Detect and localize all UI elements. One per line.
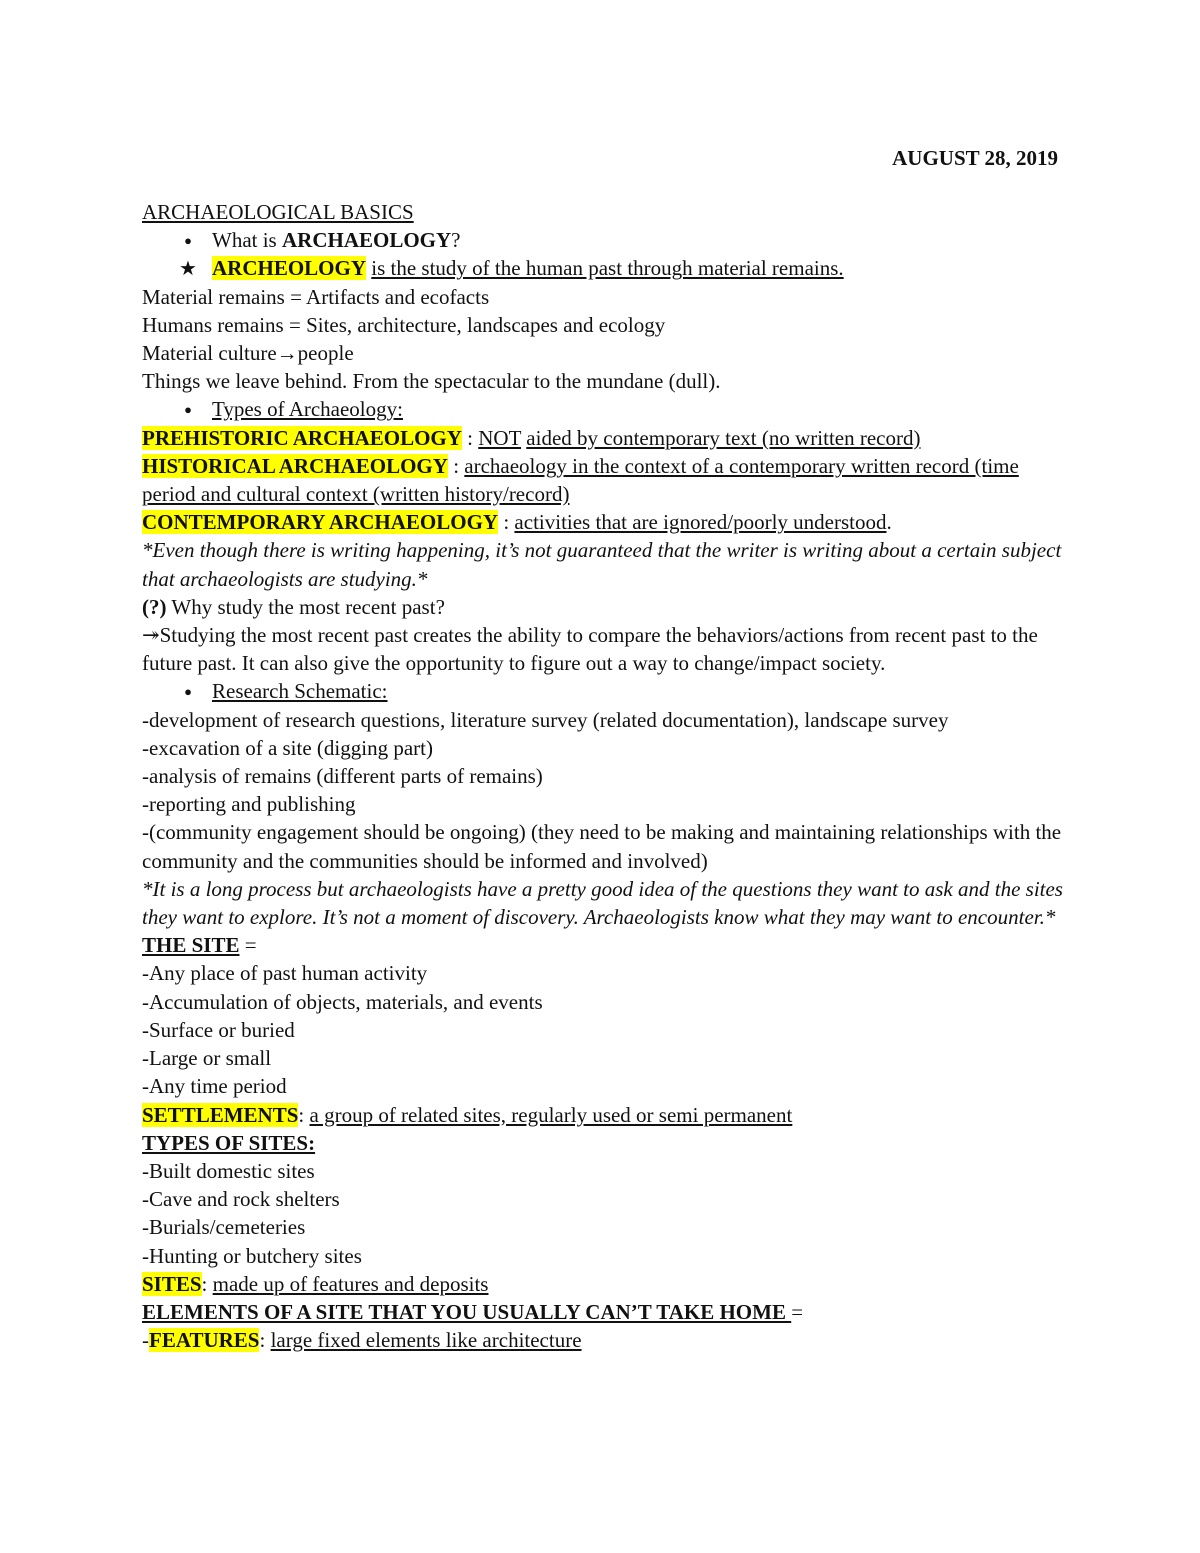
star-definition: ★ ARCHEOLOGY is the study of the human past through material remains. (142, 254, 1072, 282)
highlight-term: SETTLEMENTS (142, 1102, 299, 1127)
bullet-types: ● Types of Archaeology: (142, 395, 1072, 423)
type-historical: HISTORICAL ARCHAEOLOGY : archaeology in the context of a contemporary written record (time period and cultural context (written history/record) (142, 453, 1019, 507)
research-step: -(community engagement should be ongoing) (they need to be making and maintaining relationships with the community and the communities should be informed and involved) (142, 820, 1062, 873)
site-item: -Accumulation of objects, materials, and events (142, 989, 543, 1014)
answer-paragraph: ↠Studying the most recent past creates the ability to compare the behaviors/actions from recent past to the future past. It can also give the opportunity to figure out a way to change/impact society. (142, 623, 1038, 676)
research-step: -analysis of remains (different parts of remains) (142, 764, 543, 789)
star-icon: ★ (179, 258, 197, 281)
bullet-what-is: ● What is ARCHAEOLOGY? (142, 226, 1072, 254)
site-heading: THE SITE = (142, 933, 257, 958)
document-body (142, 198, 1072, 1354)
highlight-term: CONTEMPORARY ARCHAEOLOGY (142, 510, 499, 535)
research-step: -reporting and publishing (142, 792, 356, 817)
type-prehistoric: PREHISTORIC ARCHAEOLOGY : NOT aided by contemporary text (no written record) (142, 425, 921, 450)
types-of-sites-heading: TYPES OF SITES: (142, 1130, 316, 1155)
site-item: -Any place of past human activity (142, 961, 428, 986)
italic-note: *Even though there is writing happening, it’s not guaranteed that the writer is writing about a certain subject that archaeologists are studying.* (142, 538, 1062, 591)
highlight-term: ARCHEOLOGY (212, 256, 367, 281)
sites-definition: SITES: made up of features and deposits (142, 1271, 489, 1296)
elements-heading: ELEMENTS OF A SITE THAT YOU USUALLY CAN’T TAKE HOME = (142, 1299, 804, 1324)
features-definition: -FEATURES: large fixed elements like architecture (142, 1328, 582, 1353)
site-type: -Built domestic sites (142, 1158, 315, 1183)
research-step: -excavation of a site (digging part) (142, 735, 433, 760)
site-type: -Cave and rock shelters (142, 1187, 340, 1212)
bullet-dot-icon: ● (184, 684, 192, 700)
text-line: Humans remains = Sites, architecture, landscapes and ecology (142, 312, 666, 337)
document-date: AUGUST 28, 2019 (892, 146, 1058, 170)
bullet-research: ● Research Schematic: (142, 677, 1072, 705)
highlight-term: PREHISTORIC ARCHAEOLOGY (142, 425, 462, 450)
section-heading: ARCHAEOLOGICAL BASICS (142, 200, 414, 224)
text-line: Material culture→people (142, 341, 354, 366)
research-step: -development of research questions, literature survey (related documentation), landscape survey (142, 707, 949, 732)
italic-note: *It is a long process but archaeologists have a pretty good idea of the questions they want to ask and the sites they want to explore. It’s not a moment of discovery. Archaeologists know what they may want to encounter.* (142, 876, 1063, 930)
highlight-term: SITES (142, 1271, 202, 1296)
bullet-dot-icon: ● (184, 402, 192, 418)
site-type: -Hunting or butchery sites (142, 1243, 362, 1268)
question-line: (?) Why study the most recent past? (142, 594, 445, 619)
highlight-term: FEATURES (149, 1328, 260, 1353)
bullet-dot-icon: ● (184, 233, 192, 249)
highlight-term: HISTORICAL ARCHAEOLOGY (142, 453, 448, 478)
site-item: -Any time period (142, 1074, 287, 1099)
site-item: -Large or small (142, 1046, 272, 1071)
site-type: -Burials/cemeteries (142, 1215, 306, 1240)
text-line: Material remains = Artifacts and ecofacts (142, 284, 490, 309)
text-line: Things we leave behind. From the spectacular to the mundane (dull). (142, 369, 721, 394)
site-item: -Surface or buried (142, 1017, 295, 1042)
type-contemporary: CONTEMPORARY ARCHAEOLOGY : activities that are ignored/poorly understood. (142, 510, 892, 535)
settlements-definition: SETTLEMENTS: a group of related sites, regularly used or semi permanent (142, 1102, 793, 1127)
